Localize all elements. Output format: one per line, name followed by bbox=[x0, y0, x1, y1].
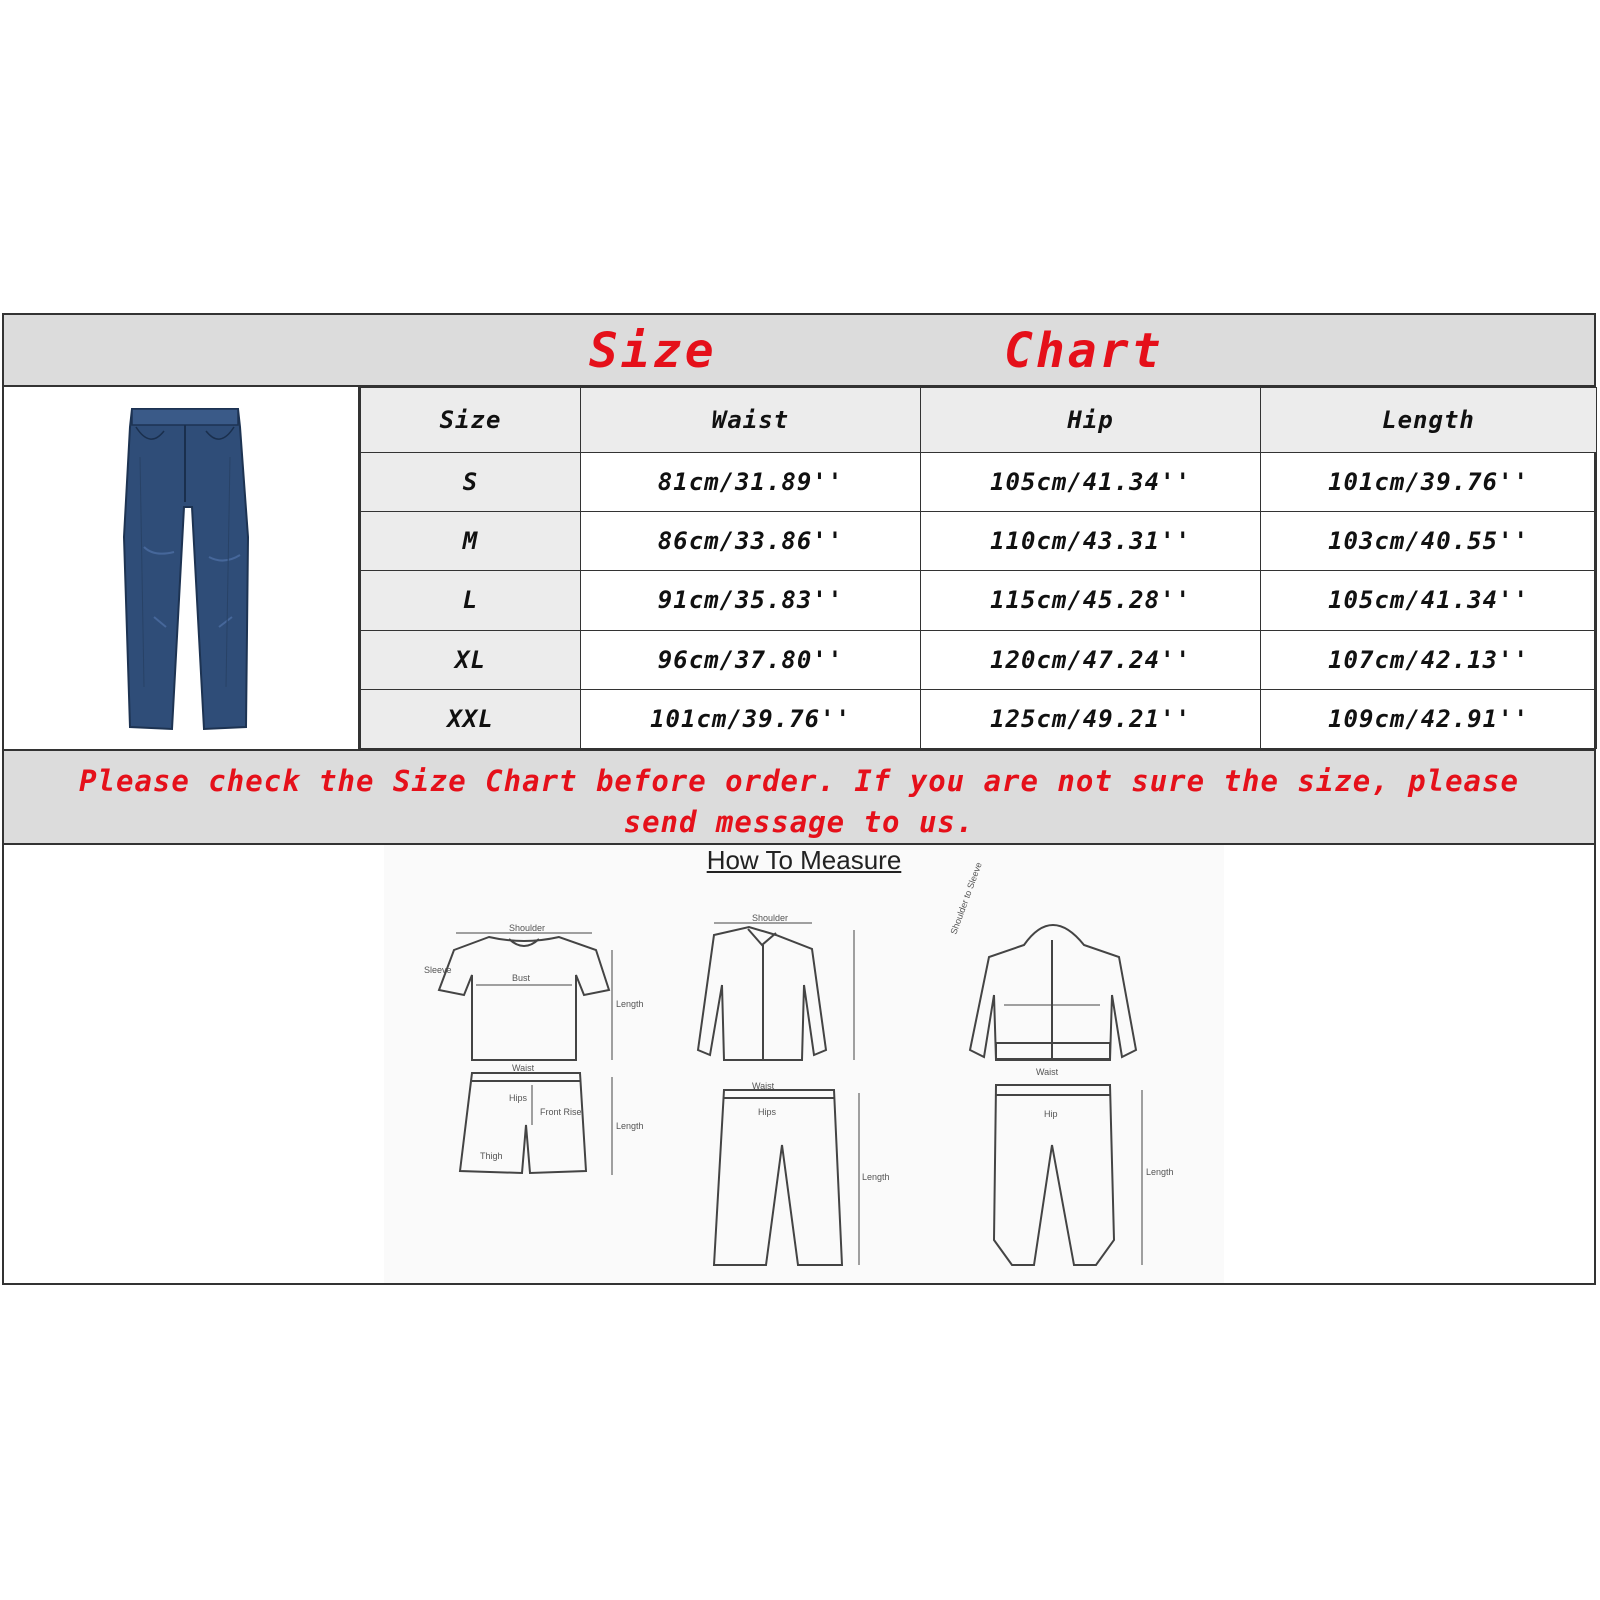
length-cell: 107cm/42.13'' bbox=[1261, 630, 1597, 689]
size-cell: XXL bbox=[361, 689, 581, 748]
measure-title: How To Measure bbox=[706, 845, 902, 875]
table-row bbox=[361, 571, 1597, 630]
size-cell: M bbox=[361, 512, 581, 571]
table-row bbox=[361, 453, 1597, 512]
length-cell: 101cm/39.76'' bbox=[1261, 453, 1597, 512]
size-cell: S bbox=[361, 453, 581, 512]
label-sleeve: Sleeve bbox=[424, 965, 452, 975]
how-to-measure bbox=[384, 845, 1224, 1283]
label-thigh: Thigh bbox=[480, 1151, 503, 1161]
waist-cell: 91cm/35.83'' bbox=[581, 571, 921, 630]
size-table bbox=[360, 387, 1597, 749]
header-waist: Waist bbox=[581, 388, 921, 453]
label-waist: Waist bbox=[512, 1063, 535, 1073]
label-shorts-length: Length bbox=[616, 1121, 644, 1131]
label-jogger-waist: Waist bbox=[1036, 1067, 1059, 1077]
table-row bbox=[361, 630, 1597, 689]
waist-cell: 101cm/39.76'' bbox=[581, 689, 921, 748]
header-size: Size bbox=[361, 388, 581, 453]
label-shoulder-to-sleeve: Shoulder to Sleeve bbox=[948, 860, 984, 936]
order-notice: Please check the Size Chart before order. If you are not sure the size, please send message to us. bbox=[4, 749, 1594, 845]
jeans-image bbox=[4, 387, 356, 745]
label-pants-hips: Hips bbox=[758, 1107, 777, 1117]
length-cell: 109cm/42.91'' bbox=[1261, 689, 1597, 748]
waist-cell: 81cm/31.89'' bbox=[581, 453, 921, 512]
size-cell: XL bbox=[361, 630, 581, 689]
tshirt-diagram bbox=[439, 933, 612, 1060]
pants-diagram bbox=[714, 1090, 859, 1265]
hip-cell: 115cm/45.28'' bbox=[921, 571, 1261, 630]
title-size: Size bbox=[589, 323, 717, 379]
label-jogger-length: Length bbox=[1146, 1167, 1174, 1177]
label-shirt-shoulder: Shoulder bbox=[752, 913, 789, 923]
title-chart: Chart bbox=[1004, 323, 1164, 379]
measure-diagrams bbox=[384, 845, 1224, 1283]
waist-cell: 86cm/33.86'' bbox=[581, 512, 921, 571]
label-front-rise: Front Rise bbox=[540, 1107, 582, 1117]
hip-cell: 125cm/49.21'' bbox=[921, 689, 1261, 748]
size-chart bbox=[2, 313, 1596, 1285]
table-row bbox=[361, 512, 1597, 571]
length-cell: 105cm/41.34'' bbox=[1261, 571, 1597, 630]
header-length: Length bbox=[1261, 388, 1597, 453]
size-cell: L bbox=[361, 571, 581, 630]
hip-cell: 120cm/47.24'' bbox=[921, 630, 1261, 689]
jogger-diagram bbox=[994, 1085, 1142, 1265]
hoodie-diagram bbox=[970, 925, 1136, 1060]
hip-cell: 105cm/41.34'' bbox=[921, 453, 1261, 512]
label-bust: Bust bbox=[512, 973, 531, 983]
table-header-row bbox=[361, 388, 1597, 453]
hip-cell: 110cm/43.31'' bbox=[921, 512, 1261, 571]
length-cell: 103cm/40.55'' bbox=[1261, 512, 1597, 571]
label-length: Length bbox=[616, 999, 644, 1009]
product-image bbox=[4, 387, 360, 749]
label-hips: Hips bbox=[509, 1093, 528, 1103]
waist-cell: 96cm/37.80'' bbox=[581, 630, 921, 689]
label-pants-length: Length bbox=[862, 1172, 890, 1182]
table-row bbox=[361, 689, 1597, 748]
label-jogger-hip: Hip bbox=[1044, 1109, 1058, 1119]
label-shoulder: Shoulder bbox=[509, 923, 546, 933]
shirt-diagram bbox=[698, 923, 854, 1060]
title-bar bbox=[4, 315, 1594, 387]
header-hip: Hip bbox=[921, 388, 1261, 453]
label-pants-waist: Waist bbox=[752, 1081, 775, 1091]
